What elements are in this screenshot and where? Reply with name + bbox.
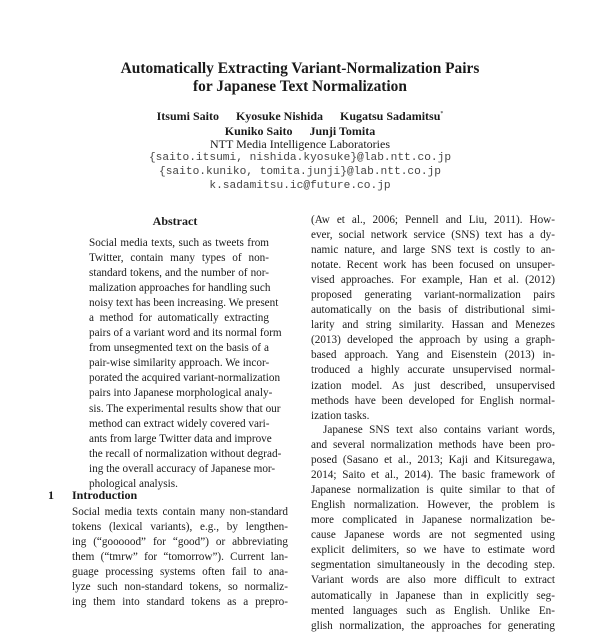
text-line: tokens (lexical variants), e.g., by lengthen- [72,521,288,534]
author-name: Kugatsu Sadamitsu [340,109,441,123]
text-line: pairs of a variant word and its normal form [89,327,282,340]
text-line: Twitter, contain many types of non- [89,252,269,265]
author-name: Kyosuke Nishida [235,109,323,123]
text-line: posed (Sasano et al., 2013; Kaji and Kitsuregawa, [311,454,555,467]
abstract-heading: Abstract [152,214,198,228]
text-line: automatically in Japanese than in explicitly seg- [311,589,555,602]
text-line: standard tokens, and the number of nor- [89,267,269,280]
text-line: lyze such non-standard tokens, so normaliz- [72,581,288,594]
author-footnote-mark: * [440,111,444,117]
title-line: for Japanese Text Normalization [193,78,407,95]
text-line: Social media texts contain many non-standard [72,506,288,518]
text-line: pairs into Japanese morphological analy- [89,387,273,400]
text-line: malization approaches for handling such [89,282,271,295]
text-line: mented languages such as English. Unlike En- [311,604,555,617]
text-line: ization tasks. [311,409,370,422]
text-line: automatically on the basis of distributional simi- [311,304,555,317]
text-line: ever, social network service (SNS) text has a dy- [311,229,555,242]
text-line: ing the overall accuracy of Japanese mor- [89,462,276,475]
text-line: proposed generating variant-normalization pairs [311,289,555,302]
text-line: ing them into standard tokens as a prepro- [72,596,288,609]
author-email: {saito.kuniko, tomita.junji}@lab.ntt.co.jp [159,166,441,178]
text-line: methods have been developed for English normal- [311,394,555,407]
title-line: Automatically Extracting Variant-Normalization Pairs [120,60,480,77]
text-line: namic nature, and large SNS text is costly to an- [311,244,555,257]
text-line: ization model. As just described, unsupervised [311,379,555,392]
author-list [0,107,600,138]
text-line: explicit delimiters, so we have to estimate word [311,544,555,557]
text-line: a method for automatically extracting [89,312,269,325]
text-line: from unsegmented text on the basis of a [89,342,269,355]
paper-title [0,60,600,96]
author-name: Junji Tomita [309,123,376,138]
text-line: phological analysis. [89,477,178,490]
text-line: English normalization. However, the problem is [311,499,555,512]
author-email: {saito.itsumi, nishida.kyosuke}@lab.ntt.co.jp [148,152,452,164]
text-line: troduced a highly accurate unsupervised normal- [311,364,555,377]
author-name: Kuniko Saito [224,123,293,138]
right-column-paragraph-1 [311,213,555,424]
text-line: method can extract widely covered vari- [89,417,270,430]
text-line: segmentation simultaneously in the decoding step. [311,559,555,572]
text-line: and several normalization methods have been pro- [311,439,555,452]
text-line: Social media texts, such as tweets from [89,237,269,249]
section-heading [48,488,137,503]
text-line: Variant words are also more difficult to extract [311,574,555,587]
text-line: noisy text has been increasing. We present [89,297,279,310]
text-line: notate. Recent work has been focused on unsuper- [311,259,555,272]
affiliation: NTT Media Intelligence Laboratories [209,137,391,151]
text-line: (Aw et al., 2006; Pennell and Liu, 2011). How- [311,214,555,226]
abstract-body [89,236,282,492]
text-line: porated the acquired variant-normalization [89,372,281,385]
text-line: glish normalization, the approaches for generating [311,619,555,632]
text-line: vised approaches. For example, Han et al. (2012) [311,274,555,287]
text-line: sis. The experimental results show that our [89,402,281,415]
text-line: the recall of normalization without degrad- [89,447,282,460]
text-line: them (“tmrw” for “tomorrow”). Current lan- [72,551,288,564]
section-title: Introduction [72,488,138,502]
text-line: more complicated in Japanese normalization be- [311,514,555,527]
text-line: pair-wise similarity approach. We incor- [89,357,270,370]
text-line: Japanese normalization is quite similar to that of [311,484,555,497]
right-column-paragraph-2 [311,423,555,634]
text-line: larity and string similarity. Hassan and Menezes [311,319,555,332]
introduction-body [72,505,288,610]
author-email: k.sadamitsu.ic@future.co.jp [209,180,391,192]
text-line: ants from large Twitter data and improve [89,432,272,445]
text-line: 2014; Saito et al., 2014). The basic framework of [311,469,555,482]
text-line: (2013) developed the approach by using a graph- [311,334,555,347]
section-number: 1 [48,488,54,502]
author-name: Itsumi Saito [156,109,219,123]
text-line: based approach. Yang and Eisenstein (2013) in- [311,349,555,362]
text-line: cause Japanese words are not segmented using [311,529,555,542]
text-line: Japanese SNS text also contains variant words, [323,424,555,436]
text-line: guage processing systems often fail to ana- [72,566,288,579]
text-line: ing (“goooood” for “good”) or abbreviating [72,536,288,549]
